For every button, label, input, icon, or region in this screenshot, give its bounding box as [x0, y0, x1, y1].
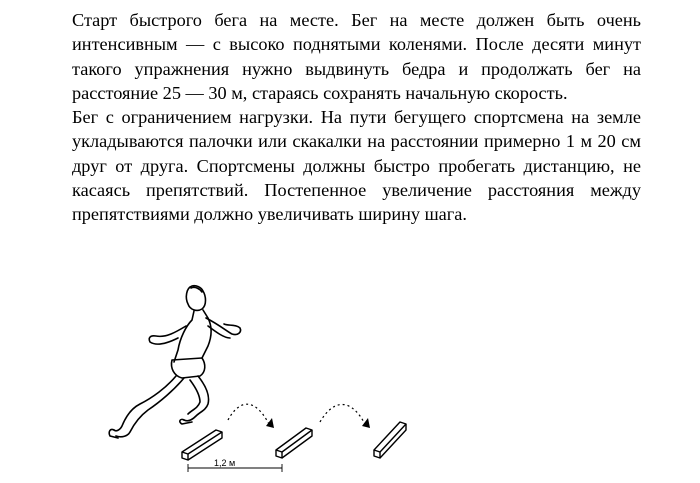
runner-head [186, 286, 205, 311]
step-trajectory [228, 404, 366, 426]
runner-shorts [171, 358, 204, 378]
runner-rear-leg [114, 376, 184, 437]
floor-stick-3 [374, 422, 406, 458]
runner-hurdles-drawing [100, 280, 420, 480]
floor-stick-2 [276, 428, 312, 458]
paragraph-standing-sprint-start: Старт быстрого бега на месте. Бег на месте должен быть очень интенсивным — с высоко поднятыми коленями. После десяти минут такого упражнения нужно выдвинуть бедра и продолжать бег на расстояние 25 — 30 м, стараясь сохранять начальную скорость. [72, 10, 641, 103]
distance-label: 1,2 м [214, 458, 236, 468]
trajectory-arrow-icons [266, 418, 370, 428]
paragraph-limited-load-running: Бег с ограничением нагрузки. На пути бегущего спортсмена на земле укладываются палочки или скакалки на расстоянии примерно 1 м 20 см друг от друга. Спортсмены должны быстро пробегать дистанцию, не касаясь препятствий. Постепенное увеличение расстояния между препятствиями должно увеличивать ширину шага. [72, 107, 641, 225]
document-text [72, 8, 641, 227]
runner-front-leg [184, 376, 209, 421]
runner-illustration [100, 280, 420, 480]
floor-stick-1 [182, 430, 222, 460]
